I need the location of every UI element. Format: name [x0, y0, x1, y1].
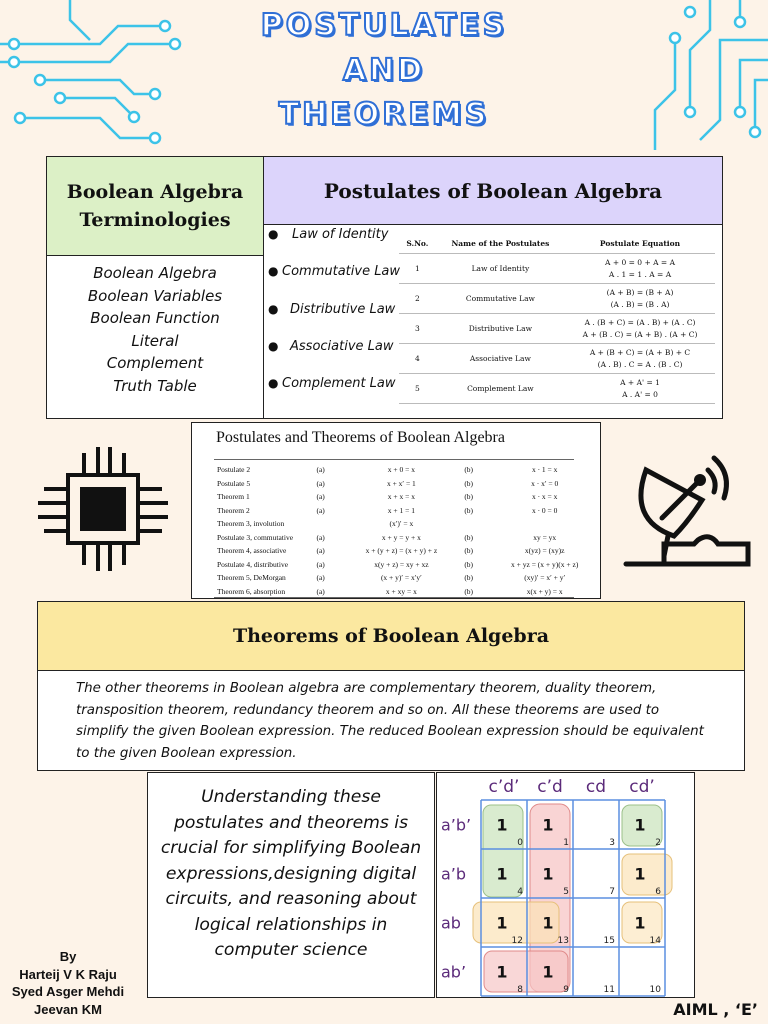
theorems-description: The other theorems in Boolean algebra are complementary theorem, duality theorem, transposition theorem, redundancy theorem and so on. All these theorems are used to simplify the given Boolean expression. The reduced Boolean expression should be equivalent to the given Boolean expression. [37, 670, 745, 771]
terminology-item: Boolean Variables [87, 286, 223, 305]
theorem-table-title: Postulates and Theorems of Boolean Algebra [216, 429, 505, 446]
terminology-item: Boolean Function [90, 309, 220, 327]
theorem-table-panel [191, 422, 601, 599]
kmap-cell-value: 1 [496, 962, 508, 982]
kmap-cell-value: 1 [634, 913, 646, 933]
kmap-column-label: c’d [537, 777, 563, 797]
table-row: Theorem 5, DeMorgan (a) (x + y)′ = x′y′ (b) (xy)′ = x′ + y′ [217, 573, 566, 583]
kmap-cell-value: 1 [542, 815, 554, 835]
table-row: Theorem 4, associative (a) x + (y + z) = (x + y) + z (b) x(yz) = (xy)z [217, 546, 565, 556]
postulates-body [263, 224, 723, 419]
kmap-column-label: c’d’ [488, 777, 520, 797]
table-row: Theorem 3, involution (x′)′ = x [217, 519, 414, 529]
table-row: Theorem 1 (a) x + x = x (b) x · x = x [217, 492, 558, 502]
kmap-row-label: a’b [441, 864, 467, 884]
bullet-item: ● Complement Law [268, 376, 396, 392]
kmap-cell-value: 1 [496, 864, 508, 884]
terminology-heading [46, 156, 264, 256]
kmap-cell-index: 8 [517, 985, 523, 995]
kmap-cell-index: 10 [649, 985, 661, 995]
table-row: 3 Distributive Law A . (B + C) = (A . B) + (A . C) A + (B . C) = (A + B) . (A + C) [399, 314, 715, 344]
table-header: S.No. [399, 233, 436, 254]
table-row: 2 Commutative Law (A + B) = (B + A) (A . B) = (B . A) [399, 284, 715, 314]
terminology-item: Complement [106, 354, 204, 372]
theorem-table [214, 463, 600, 598]
postulates-bullet-list [268, 227, 400, 413]
postulates-heading-text: Postulates of Boolean Algebra [323, 178, 663, 203]
credits [0, 948, 136, 1018]
bullet-item: ● Law of Identity [268, 227, 389, 242]
kmap-column-label: cd [585, 777, 607, 797]
theorems-heading [37, 601, 745, 671]
bullet-item: ● Distributive Law [268, 301, 396, 317]
kmap-cell-index: 1 [563, 838, 569, 848]
kmap-cell-index: 7 [609, 887, 615, 897]
understanding-text: Understanding these postulates and theorems is crucial for simplifying Boolean expressions,designing digital circuits, and reasoning about logical relationships in computer science [147, 772, 435, 998]
kmap-cell-index: 13 [557, 936, 569, 946]
table-row: 4 Associative Law A + (B + C) = (A + B) + C (A . B) . C = A . (B . C) [399, 344, 715, 374]
kmap-cell-index: 4 [517, 887, 523, 897]
kmap-cell-index: 9 [563, 985, 569, 995]
kmap-cell-index: 11 [603, 985, 615, 995]
terminology-list [46, 255, 264, 419]
postulates-table [399, 233, 715, 404]
title-line-1: POSTULATES [260, 8, 508, 43]
karnaugh-map [437, 773, 694, 997]
kmap-cell-index: 6 [655, 887, 661, 897]
terminology-item: Literal [131, 331, 179, 350]
satellite-dish-icon [618, 440, 754, 572]
terminology-item: Truth Table [113, 376, 197, 395]
bullet-item: ● Associative Law [268, 338, 394, 354]
kmap-row-label: ab [441, 913, 461, 933]
table-header: Name of the Postulates [436, 233, 565, 254]
kmap-cell-value: 1 [634, 864, 646, 884]
credits-author: Syed Asger Mehdi [11, 984, 125, 999]
table-row: Postulate 4, distributive (a) x(y + z) = xy + xz (b) x + yz = (x + y)(x + z) [217, 559, 579, 569]
table-row: Postulate 5 (a) x + x′ = 1 (b) x · x′ = 0 [217, 478, 559, 488]
kmap-panel [436, 772, 695, 998]
kmap-cell-value: 1 [634, 815, 646, 835]
kmap-cell-value: 1 [496, 913, 508, 933]
table-row: Postulate 3, commutative (a) x + y = y + x (b) xy = yx [217, 532, 557, 542]
kmap-cell-value: 1 [542, 864, 554, 884]
credits-by: By [59, 949, 77, 964]
kmap-cell-index: 0 [517, 838, 523, 848]
terminology-item: Boolean Algebra [93, 264, 217, 282]
title-line-3: THEOREMS [278, 97, 490, 132]
table-row: 5 Complement Law A + A' = 1 A . A' = 0 [399, 374, 715, 404]
title-line-2: AND [342, 53, 426, 88]
kmap-cell-index: 5 [563, 887, 569, 897]
table-row: Theorem 2 (a) x + 1 = 1 (b) x · 0 = 0 [217, 505, 558, 515]
table-header: Postulate Equation [565, 233, 715, 254]
credits-author: Harteij V K Raju [19, 966, 117, 982]
class-label: AIML , ‘E’ [673, 1000, 758, 1019]
kmap-cell-index: 12 [511, 936, 523, 946]
microchip-icon [36, 445, 170, 573]
kmap-row-label: a’b’ [441, 815, 472, 835]
kmap-cell-value: 1 [542, 962, 554, 982]
kmap-cell-value: 1 [542, 913, 554, 933]
kmap-cell-index: 14 [649, 936, 661, 946]
kmap-cell-index: 2 [655, 838, 661, 848]
credits-author: Jeevan KM [34, 1001, 102, 1017]
divider [214, 459, 574, 460]
table-row: 1 Law of Identity A + 0 = 0 + A = A A . 1 = 1 . A = A [399, 254, 715, 284]
bullet-item: ● Commutative Law [268, 264, 401, 280]
kmap-cell-value: 1 [496, 815, 508, 835]
table-row: Theorem 6, absorption (a) x + xy = x (b) x(x + y) = x [217, 586, 563, 596]
postulates-heading [263, 156, 723, 225]
divider [214, 597, 574, 598]
kmap-row-label: ab’ [441, 962, 467, 982]
theorems-heading-text: Theorems of Boolean Algebra [232, 625, 550, 647]
kmap-cell-index: 15 [603, 936, 615, 946]
terminology-heading-text: Boolean Algebra Terminologies [66, 181, 244, 231]
kmap-cell-index: 3 [609, 838, 615, 848]
table-row: Postulate 2 (a) x + 0 = x (b) x · 1 = x [217, 465, 558, 475]
kmap-column-label: cd’ [629, 777, 655, 797]
